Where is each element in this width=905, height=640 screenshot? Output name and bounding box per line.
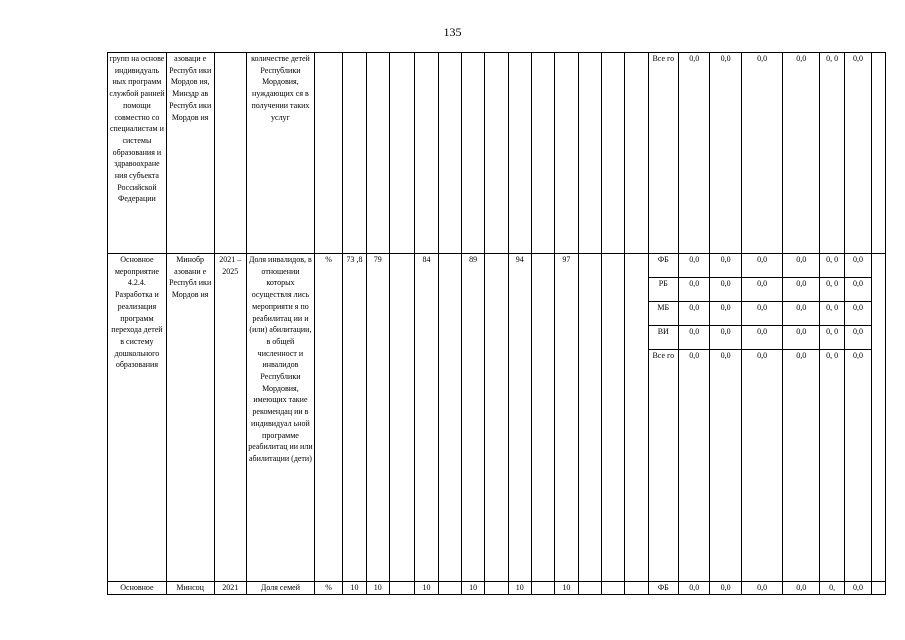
funding-value-cell: 0,0 <box>783 326 820 350</box>
indicator-value-cell <box>531 53 554 254</box>
indicator-value-cell <box>415 53 438 254</box>
funding-source-cell: ВИ <box>648 326 678 350</box>
funding-value-cell: 0,0 <box>741 302 783 326</box>
period-cell: 2021 <box>214 582 246 595</box>
executor-cell: Минобр азовани е Республ ики Мордов ия <box>166 254 214 582</box>
funding-value-cell: 0,0 <box>845 53 871 254</box>
funding-value-cell: 0, 0 <box>819 326 844 350</box>
indicator-value-cell <box>389 53 414 254</box>
funding-value-cell: 0,0 <box>679 326 710 350</box>
funding-value-cell: 0,0 <box>710 326 741 350</box>
indicator-value-cell: 10 <box>508 582 531 595</box>
indicator-value-cell <box>625 582 648 595</box>
indicator-value-cell: 10 <box>461 582 484 595</box>
unit-cell: % <box>314 582 342 595</box>
funding-value-cell: 0,0 <box>741 582 783 595</box>
funding-value-cell: 0, <box>819 582 844 595</box>
funding-value-cell: 0,0 <box>783 278 820 302</box>
period-cell <box>214 53 246 254</box>
indicator-value-cell <box>485 53 508 254</box>
indicator-value-cell <box>438 53 461 254</box>
table-row <box>108 582 886 595</box>
funding-source-cell: Все го <box>648 350 678 582</box>
indicator-value-cell <box>578 582 601 595</box>
funding-value-cell: 0,0 <box>710 582 741 595</box>
indicator-value-cell <box>389 582 414 595</box>
funding-value-cell: 0,0 <box>679 53 710 254</box>
indicator-value-cell <box>485 254 508 582</box>
funding-value-cell: 0,0 <box>741 254 783 278</box>
indicator-value-cell <box>461 53 484 254</box>
indicator-value-cell <box>485 582 508 595</box>
indicator-cell: Доля инвалидов, в отношении которых осуществля лись мероприяти я по реабилитац ии и (или) абилитации, в общей численност и инвалидов Республики Мордовия, имеющих такие рекомендац ии в индивидуал ьной программе реабилитац ии или абилитации (дети) <box>246 254 314 582</box>
period-cell: 2021 – 2025 <box>214 254 246 582</box>
funding-value-cell: 0,0 <box>710 254 741 278</box>
funding-value-cell: 0,0 <box>741 350 783 582</box>
indicator-value-cell <box>531 254 554 582</box>
indicator-value-cell <box>601 254 624 582</box>
executor-cell: азоваци е Республ ики Мордов ия, Минздр ав Республ ики Мордов ия <box>166 53 214 254</box>
funding-value-cell: 0,0 <box>741 53 783 254</box>
funding-value-cell: 0, 0 <box>819 278 844 302</box>
funding-source-cell: Все го <box>648 53 678 254</box>
indicator-value-cell <box>438 582 461 595</box>
indicator-value-cell: 73 ,8 <box>343 254 366 582</box>
indicator-cell: количестве детей Республики Мордовия, нуждающих ся в получении таких услуг <box>246 53 314 254</box>
program-table <box>107 52 886 595</box>
indicator-value-cell: 89 <box>461 254 484 582</box>
indicator-value-cell: 97 <box>555 254 578 582</box>
activity-name-cell: Основное <box>108 582 167 595</box>
indicator-value-cell <box>366 53 389 254</box>
funding-source-cell: МБ <box>648 302 678 326</box>
indicator-value-cell <box>601 53 624 254</box>
indicator-value-cell: 79 <box>366 254 389 582</box>
funding-value-cell: 0,0 <box>741 278 783 302</box>
funding-value-cell: 0,0 <box>710 302 741 326</box>
funding-value-cell: 0,0 <box>783 53 820 254</box>
funding-value-cell: 0,0 <box>679 254 710 278</box>
table-row <box>108 53 886 254</box>
funding-value-cell: 0,0 <box>845 278 871 302</box>
indicator-value-cell: 10 <box>366 582 389 595</box>
funding-value-cell: 0,0 <box>845 350 871 582</box>
indicator-value-cell <box>625 53 648 254</box>
indicator-value-cell: 10 <box>415 582 438 595</box>
indicator-value-cell <box>343 53 366 254</box>
funding-source-cell: ФБ <box>648 254 678 278</box>
unit-cell <box>314 53 342 254</box>
indicator-value-cell <box>625 254 648 582</box>
indicator-value-cell <box>531 582 554 595</box>
funding-value-cell: 0,0 <box>845 254 871 278</box>
indicator-value-cell: 10 <box>343 582 366 595</box>
activity-name-cell: Основное мероприятие 4.2.4. Разработка и реализация программ перехода детей в систему дошкольного образования <box>108 254 167 582</box>
indicator-value-cell: 84 <box>415 254 438 582</box>
funding-value-cell: 0,0 <box>679 278 710 302</box>
indicator-value-cell <box>555 53 578 254</box>
funding-value-cell: 0,0 <box>679 302 710 326</box>
funding-value-cell: 0,0 <box>845 582 871 595</box>
page-number: 135 <box>443 25 462 39</box>
funding-value-cell: 0,0 <box>845 326 871 350</box>
funding-value-cell: 0, 0 <box>819 350 844 582</box>
indicator-value-cell <box>508 53 531 254</box>
indicator-value-cell <box>438 254 461 582</box>
unit-cell: % <box>314 254 342 582</box>
indicator-value-cell <box>578 254 601 582</box>
indicator-value-cell <box>578 53 601 254</box>
funding-source-cell: РБ <box>648 278 678 302</box>
funding-value-cell: 0,0 <box>783 302 820 326</box>
funding-value-cell: 0,0 <box>710 53 741 254</box>
activity-name-cell: групп на основе индивидуаль ных программ службой ранней помощи совместно со специалистам и системы образования и здравоохране ния субъекта Российской Федерации <box>108 53 167 254</box>
executor-cell: Минсоц <box>166 582 214 595</box>
indicator-cell: Доля семей <box>246 582 314 595</box>
funding-value-cell: 0,0 <box>783 254 820 278</box>
funding-value-cell: 0,0 <box>783 582 820 595</box>
indicator-value-cell: 94 <box>508 254 531 582</box>
indicator-value-cell <box>389 254 414 582</box>
funding-value-cell: 0, 0 <box>819 302 844 326</box>
funding-value-cell: 0, 0 <box>819 53 844 254</box>
funding-value-cell: 0,0 <box>741 326 783 350</box>
funding-value-cell: 0,0 <box>783 350 820 582</box>
indicator-value-cell <box>601 582 624 595</box>
funding-value-cell: 0,0 <box>710 350 741 582</box>
indicator-value-cell: 10 <box>555 582 578 595</box>
funding-value-cell: 0,0 <box>710 278 741 302</box>
funding-value-cell: 0,0 <box>845 302 871 326</box>
funding-value-cell: 0,0 <box>679 582 710 595</box>
funding-value-cell: 0, 0 <box>819 254 844 278</box>
funding-value-cell: 0,0 <box>679 350 710 582</box>
funding-source-cell: ФБ <box>648 582 678 595</box>
table-row <box>108 254 886 278</box>
